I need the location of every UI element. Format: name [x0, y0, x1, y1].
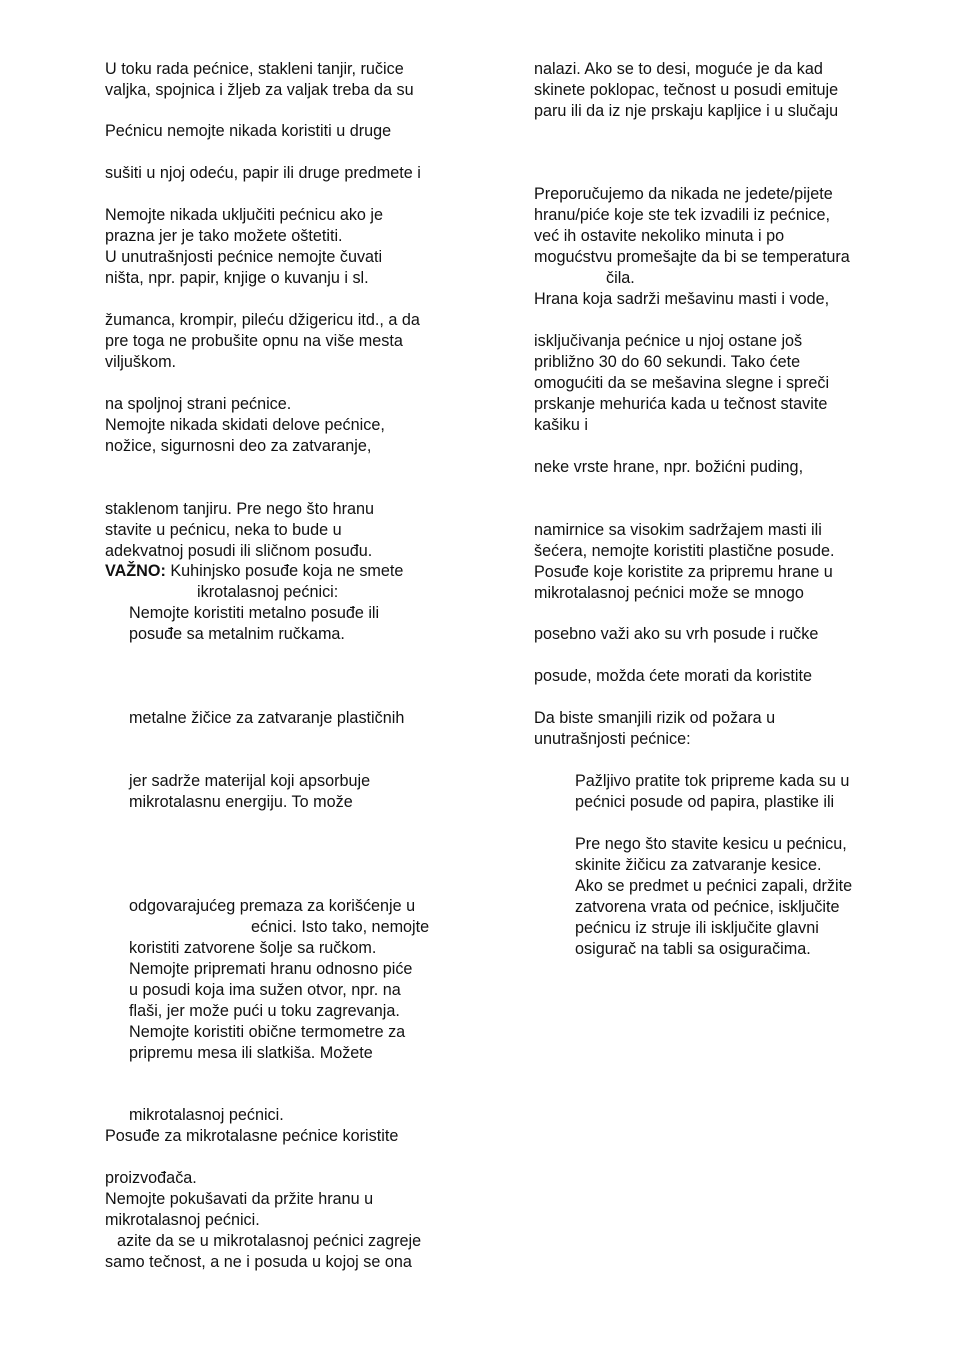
text-line: mikrotalasnu energiju. To može: [129, 793, 353, 811]
text-line: ikrotalasnoj pećnici:: [197, 583, 339, 601]
text-line: posude, možda ćete morati da koristite: [534, 667, 813, 685]
text-line: jer sadrže materijal koji apsorbuje: [129, 772, 371, 790]
text-line: ništa, npr. papir, knjige o kuvanju i sl.: [105, 269, 369, 287]
text-line: VAŽNO: Kuhinjsko posuđe koja ne smete: [105, 562, 404, 580]
text-line: žumanca, krompir, pileću džigericu itd., a da: [105, 311, 420, 329]
text-line: Pećnicu nemojte nikada koristiti u druge: [105, 122, 392, 140]
text-line: isključivanja pećnice u njoj ostane još: [534, 332, 803, 350]
text-line: U toku rada pećnice, stakleni tanjir, ručice: [105, 60, 404, 78]
text-line: Da biste smanjili rizik od požara u: [534, 709, 776, 727]
text-line: Hrana koja sadrži mešavinu masti i vode,: [534, 290, 830, 308]
text-line: Posuđe koje koristite za pripremu hrane u: [534, 563, 833, 581]
text-line: osigurač na tabli sa osiguračima.: [575, 940, 811, 958]
text-line: u posudi koja ima sužen otvor, npr. na: [129, 981, 401, 999]
text-line: zatvorena vrata od pećnice, isključite: [575, 898, 840, 916]
text-line: pećnicu iz struje ili isključite glavni: [575, 919, 819, 937]
text-line: staklenom tanjiru. Pre nego što hranu: [105, 500, 375, 518]
text-line: nalazi. Ako se to desi, moguće je da kad: [534, 60, 823, 78]
text-line: mikrotalasnoj pećnici može se mnogo: [534, 584, 804, 602]
text-line: hranu/piće koje ste tek izvadili iz pećnice,: [534, 206, 831, 224]
text-line: adekvatnoj posudi ili sličnom posuđu.: [105, 542, 373, 560]
text-line: na spoljnoj strani pećnice.: [105, 395, 292, 413]
text-line: mikrotalasnoj pećnici.: [129, 1106, 284, 1124]
text-line: prazna jer je tako možete oštetiti.: [105, 227, 343, 245]
text-line: Ako se predmet u pećnici zapali, držite: [575, 877, 853, 895]
text-line: Nemojte nikada skidati delove pećnice,: [105, 416, 385, 434]
text-line: Pre nego što stavite kesicu u pećnicu,: [575, 835, 847, 853]
important-label: VAŽNO:: [105, 562, 166, 580]
text-line: valjka, spojnica i žljeb za valjak treba da su: [105, 81, 414, 99]
text-line: paru ili da iz nje prskaju kapljice i u slučaju: [534, 102, 839, 120]
text-line: flaši, jer može pući u toku zagrevanja.: [129, 1002, 400, 1020]
text-line: omogućiti da se mešavina slegne i spreči: [534, 374, 830, 392]
text-line: odgovarajućeg premaza za korišćenje u: [129, 897, 416, 915]
text-line: namirnice sa visokim sadržajem masti ili: [534, 521, 822, 539]
text-line: koristiti zatvorene šolje sa ručkom.: [129, 939, 377, 957]
text-line: šećera, nemojte koristiti plastične posude.: [534, 542, 835, 560]
text-line: pre toga ne probušite opnu na više mesta: [105, 332, 403, 350]
text-line: Nemojte koristiti obične termometre za: [129, 1023, 406, 1041]
text-line: nožice, sigurnosni deo za zatvaranje,: [105, 437, 372, 455]
text-line: prskanje mehurića kada u tečnost stavite: [534, 395, 828, 413]
text-line: samo tečnost, a ne i posuda u kojoj se ona: [105, 1253, 412, 1271]
text-line: pećnici posude od papira, plastike ili: [575, 793, 835, 811]
text-line: skinete poklopac, tečnost u posudi emituje: [534, 81, 839, 99]
text-line: ećnici. Isto tako, nemojte: [251, 918, 430, 936]
text-line: azite da se u mikrotalasnoj pećnici zagreje: [117, 1232, 422, 1250]
text-line: Preporučujemo da nikada ne jedete/pijete: [534, 185, 833, 203]
text-line: čila.: [606, 269, 635, 287]
text-line: mogućstvu promešajte da bi se temperatura: [534, 248, 850, 266]
text-line: posuđe sa metalnim ručkama.: [129, 625, 345, 643]
text-line: stavite u pećnicu, neka to bude u: [105, 521, 342, 539]
text-line: kašiku i: [534, 416, 588, 434]
text-line: Nemojte pokušavati da pržite hranu u: [105, 1190, 374, 1208]
text-line: viljuškom.: [105, 353, 177, 371]
text-line: neke vrste hrane, npr. božićni puding,: [534, 458, 804, 476]
text-line: Posuđe za mikrotalasne pećnice koristite: [105, 1127, 399, 1145]
text-line: pripremu mesa ili slatkiša. Možete: [129, 1044, 373, 1062]
text-line: mikrotalasnoj pećnici.: [105, 1211, 260, 1229]
text-line: Nemojte koristiti metalno posuđe ili: [129, 604, 380, 622]
text-line: proizvođača.: [105, 1169, 197, 1187]
text-line: Nemojte pripremati hranu odnosno piće: [129, 960, 413, 978]
text-line: U unutrašnjosti pećnice nemojte čuvati: [105, 248, 383, 266]
text-line: Pažljivo pratite tok pripreme kada su u: [575, 772, 850, 790]
text-line: Nemojte nikada uključiti pećnicu ako je: [105, 206, 384, 224]
text-line: već ih ostavite nekoliko minuta i po: [534, 227, 785, 245]
text-line: približno 30 do 60 sekundi. Tako ćete: [534, 353, 801, 371]
text-line: sušiti u njoj odeću, papir ili druge predmete i: [105, 164, 421, 182]
text-line: metalne žičice za zatvaranje plastičnih: [129, 709, 405, 727]
text-line: unutrašnjosti pećnice:: [534, 730, 691, 748]
text-line: posebno važi ako su vrh posude i ručke: [534, 625, 819, 643]
text-line: skinite žičicu za zatvaranje kesice.: [575, 856, 822, 874]
